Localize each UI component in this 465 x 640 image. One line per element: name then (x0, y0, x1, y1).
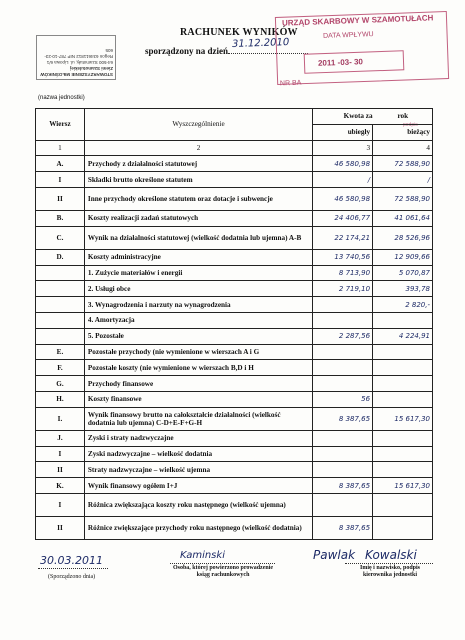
table-row (36, 407, 433, 430)
row-value-prev (313, 360, 373, 376)
row-value-prev (313, 312, 373, 328)
income-statement-table (35, 108, 433, 540)
manager-signature-2: Kowalski (365, 548, 417, 562)
row-value-prev (313, 446, 373, 462)
table-row (36, 187, 433, 210)
row-code: A. (36, 156, 85, 172)
row-code: I (36, 446, 85, 462)
row-description: Inne przychody określone statutem oraz dotacje i subwencje (84, 187, 312, 210)
row-description: Zyski nadzwyczajne – wielkość dodatnia (84, 446, 312, 462)
row-code: G. (36, 376, 85, 392)
row-description: Pozostałe koszty (nie wymienione w wierszach B,D i H (84, 360, 312, 376)
row-code: II (36, 516, 85, 539)
row-code (36, 312, 85, 328)
header-wyszczegolnienie: Wyszczególnienie (84, 109, 312, 141)
row-value-prev (313, 344, 373, 360)
row-description: 1. Zużycie materiałów i energii (84, 265, 312, 281)
row-value-curr: 12 909,66 (373, 249, 433, 265)
row-description: Przychody finansowe (84, 376, 312, 392)
row-code: II (36, 187, 85, 210)
table-row (36, 226, 433, 249)
row-value-curr: / (373, 172, 433, 188)
row-description: Różnica zwiększająca koszty roku następnego (wielkość ujemna) (84, 493, 312, 516)
preparer-label (168, 565, 278, 579)
row-value-curr: 28 526,96 (373, 226, 433, 249)
row-code: J. (36, 430, 85, 446)
table-number-row (36, 140, 433, 156)
row-description: Różnice zwiększające przychody roku następnego (wielkość dodatnia) (84, 516, 312, 539)
row-code (36, 328, 85, 344)
row-value-prev: 13 740,56 (313, 249, 373, 265)
org-stamp-line: 64-500 Szamotuły, ul. Lipowa 6/1 (46, 60, 113, 65)
row-value-prev (313, 493, 373, 516)
row-value-prev: 46 580,98 (313, 156, 373, 172)
col-number: 2 (84, 140, 312, 156)
row-value-curr: 2 820,- (373, 297, 433, 313)
stamp-date: 2011 -03- 30 (317, 57, 364, 68)
row-code: I (36, 493, 85, 516)
stamp-nr: NR BA (279, 79, 302, 88)
manager-label (350, 565, 430, 579)
header-kwota: Kwota za (313, 109, 373, 125)
stamp-date-label: DATA WPŁYWU (322, 31, 374, 40)
row-value-prev: 2 719,10 (313, 281, 373, 297)
preparer-signature: Kaminski (180, 550, 225, 561)
table-row (36, 281, 433, 297)
row-code (36, 297, 85, 313)
row-value-prev (313, 376, 373, 392)
row-value-curr: 4 224,91 (373, 328, 433, 344)
footer-date-line (38, 568, 108, 569)
row-value-prev: 8 387,65 (313, 478, 373, 494)
row-value-curr (373, 493, 433, 516)
header-rok: rok (373, 109, 433, 125)
col-number: 3 (313, 140, 373, 156)
col-number: 4 (373, 140, 433, 156)
row-value-curr: 15 617,30 (373, 478, 433, 494)
table-row (36, 297, 433, 313)
row-description: Wynik finansowy ogółem I+J (84, 478, 312, 494)
footer-date-label: (Sporządzono dnia) (48, 574, 96, 580)
table-row (36, 312, 433, 328)
row-code (36, 265, 85, 281)
table-row (36, 249, 433, 265)
row-code: B. (36, 210, 85, 226)
row-value-prev: 46 580,98 (313, 187, 373, 210)
row-code: I. (36, 407, 85, 430)
header-ubiegly: ubiegły (313, 124, 373, 140)
row-code: E. (36, 344, 85, 360)
handwritten-date: 31.12.2010 (231, 37, 290, 50)
row-value-prev (313, 430, 373, 446)
manager-signature-1: Pawlak (313, 548, 356, 562)
row-description: 4. Amortyzacja (84, 312, 312, 328)
org-name-label: (nazwa jednostki) (38, 95, 85, 101)
manager-label-line1: Imię i nazwisko, podpis (359, 565, 420, 571)
row-value-prev (313, 462, 373, 478)
row-code: C. (36, 226, 85, 249)
row-code (36, 281, 85, 297)
row-description: 5. Pozostałe (84, 328, 312, 344)
preparer-label-line1: Osoba, której powierzono prowadzenie (172, 565, 274, 571)
org-stamp-line: STOWARZYSZENIE MIŁOŚNIKÓW (40, 72, 113, 77)
row-value-curr (373, 312, 433, 328)
row-value-curr: 5 070,87 (373, 265, 433, 281)
row-code: H. (36, 391, 85, 407)
row-description: Straty nadzwyczajne – wielkość ujemna (84, 462, 312, 478)
org-stamp-line: Ziemi Szamotulskiej (69, 66, 113, 71)
row-value-curr (373, 430, 433, 446)
footer-date: 30.03.2011 (40, 554, 103, 567)
table-row (36, 265, 433, 281)
row-value-curr: 72 588,90 (373, 156, 433, 172)
row-value-prev: 22 174,21 (313, 226, 373, 249)
header-wiersz: Wiersz (36, 109, 85, 141)
row-description: Zyski i straty nadzwyczajne (84, 430, 312, 446)
manager-line (345, 563, 433, 564)
table-row (36, 391, 433, 407)
row-value-curr (373, 360, 433, 376)
row-code: I (36, 172, 85, 188)
table-row (36, 446, 433, 462)
table-row (36, 172, 433, 188)
table-row (36, 156, 433, 172)
row-value-curr (373, 462, 433, 478)
stamp-podpis: podpis (403, 122, 418, 128)
row-value-prev: 8 387,65 (313, 516, 373, 539)
table-row (36, 493, 433, 516)
table-row (36, 430, 433, 446)
row-value-prev: 56 (313, 391, 373, 407)
row-value-curr: 72 588,90 (373, 187, 433, 210)
row-value-prev: 8 713,90 (313, 265, 373, 281)
row-description: Przychody z działalności statutowej (84, 156, 312, 172)
row-description: Koszty realizacji zadań statutowych (84, 210, 312, 226)
row-value-prev: 24 406,77 (313, 210, 373, 226)
table-row (36, 360, 433, 376)
row-description: Wynik finansowy brutto na całokształcie działalności (wielkość dodatnia lub ujemna) C-D+E-F+G-H (84, 407, 312, 430)
stamp-office-name: URZĄD SKARBOWY W SZAMOTUŁACH (281, 13, 434, 28)
row-value-prev: 2 287,56 (313, 328, 373, 344)
document-title: RACHUNEK WYNIKÓW (180, 27, 298, 38)
row-description: 2. Usługi obce (84, 281, 312, 297)
table-row (36, 462, 433, 478)
row-value-curr (373, 376, 433, 392)
row-description: Koszty finansowe (84, 391, 312, 407)
row-code: D. (36, 249, 85, 265)
table-row (36, 210, 433, 226)
row-value-curr: 393,78 (373, 281, 433, 297)
row-code: K. (36, 478, 85, 494)
row-value-curr (373, 446, 433, 462)
table-row (36, 328, 433, 344)
table-header-row (36, 109, 433, 125)
table-row (36, 516, 433, 539)
row-description: Pozostałe przychody (nie wymienione w wierszach A i G (84, 344, 312, 360)
organization-stamp (36, 35, 116, 80)
row-code: II (36, 462, 85, 478)
row-description: 3. Wynagrodzenia i narzuty na wynagrodzenia (84, 297, 312, 313)
row-value-curr: 41 061,64 (373, 210, 433, 226)
row-value-prev: 8 387,65 (313, 407, 373, 430)
row-value-curr (373, 391, 433, 407)
row-value-curr (373, 344, 433, 360)
row-description: Wynik na działalności statutowej (wielkość dodatnia lub ujemna) A-B (84, 226, 312, 249)
col-number: 1 (36, 140, 85, 156)
preparer-label-line2: ksiąg rachunkowych (196, 572, 250, 578)
row-value-curr: 15 617,30 (373, 407, 433, 430)
subtitle-label: sporządzony na dzień (145, 46, 229, 56)
table-row (36, 376, 433, 392)
row-value-curr (373, 516, 433, 539)
manager-label-line2: kierownika jednostki (362, 572, 418, 578)
row-value-prev: / (313, 172, 373, 188)
row-description: Koszty administracyjne (84, 249, 312, 265)
header-biezacy: bieżący (373, 124, 433, 140)
table-row (36, 478, 433, 494)
row-description: Składki brutto określone statutem (84, 172, 312, 188)
table-row (36, 344, 433, 360)
row-code: F. (36, 360, 85, 376)
preparer-line (170, 563, 275, 564)
org-stamp-line: Regon 634611812 NIP 787-10-23-605 (44, 48, 113, 59)
row-value-prev (313, 297, 373, 313)
